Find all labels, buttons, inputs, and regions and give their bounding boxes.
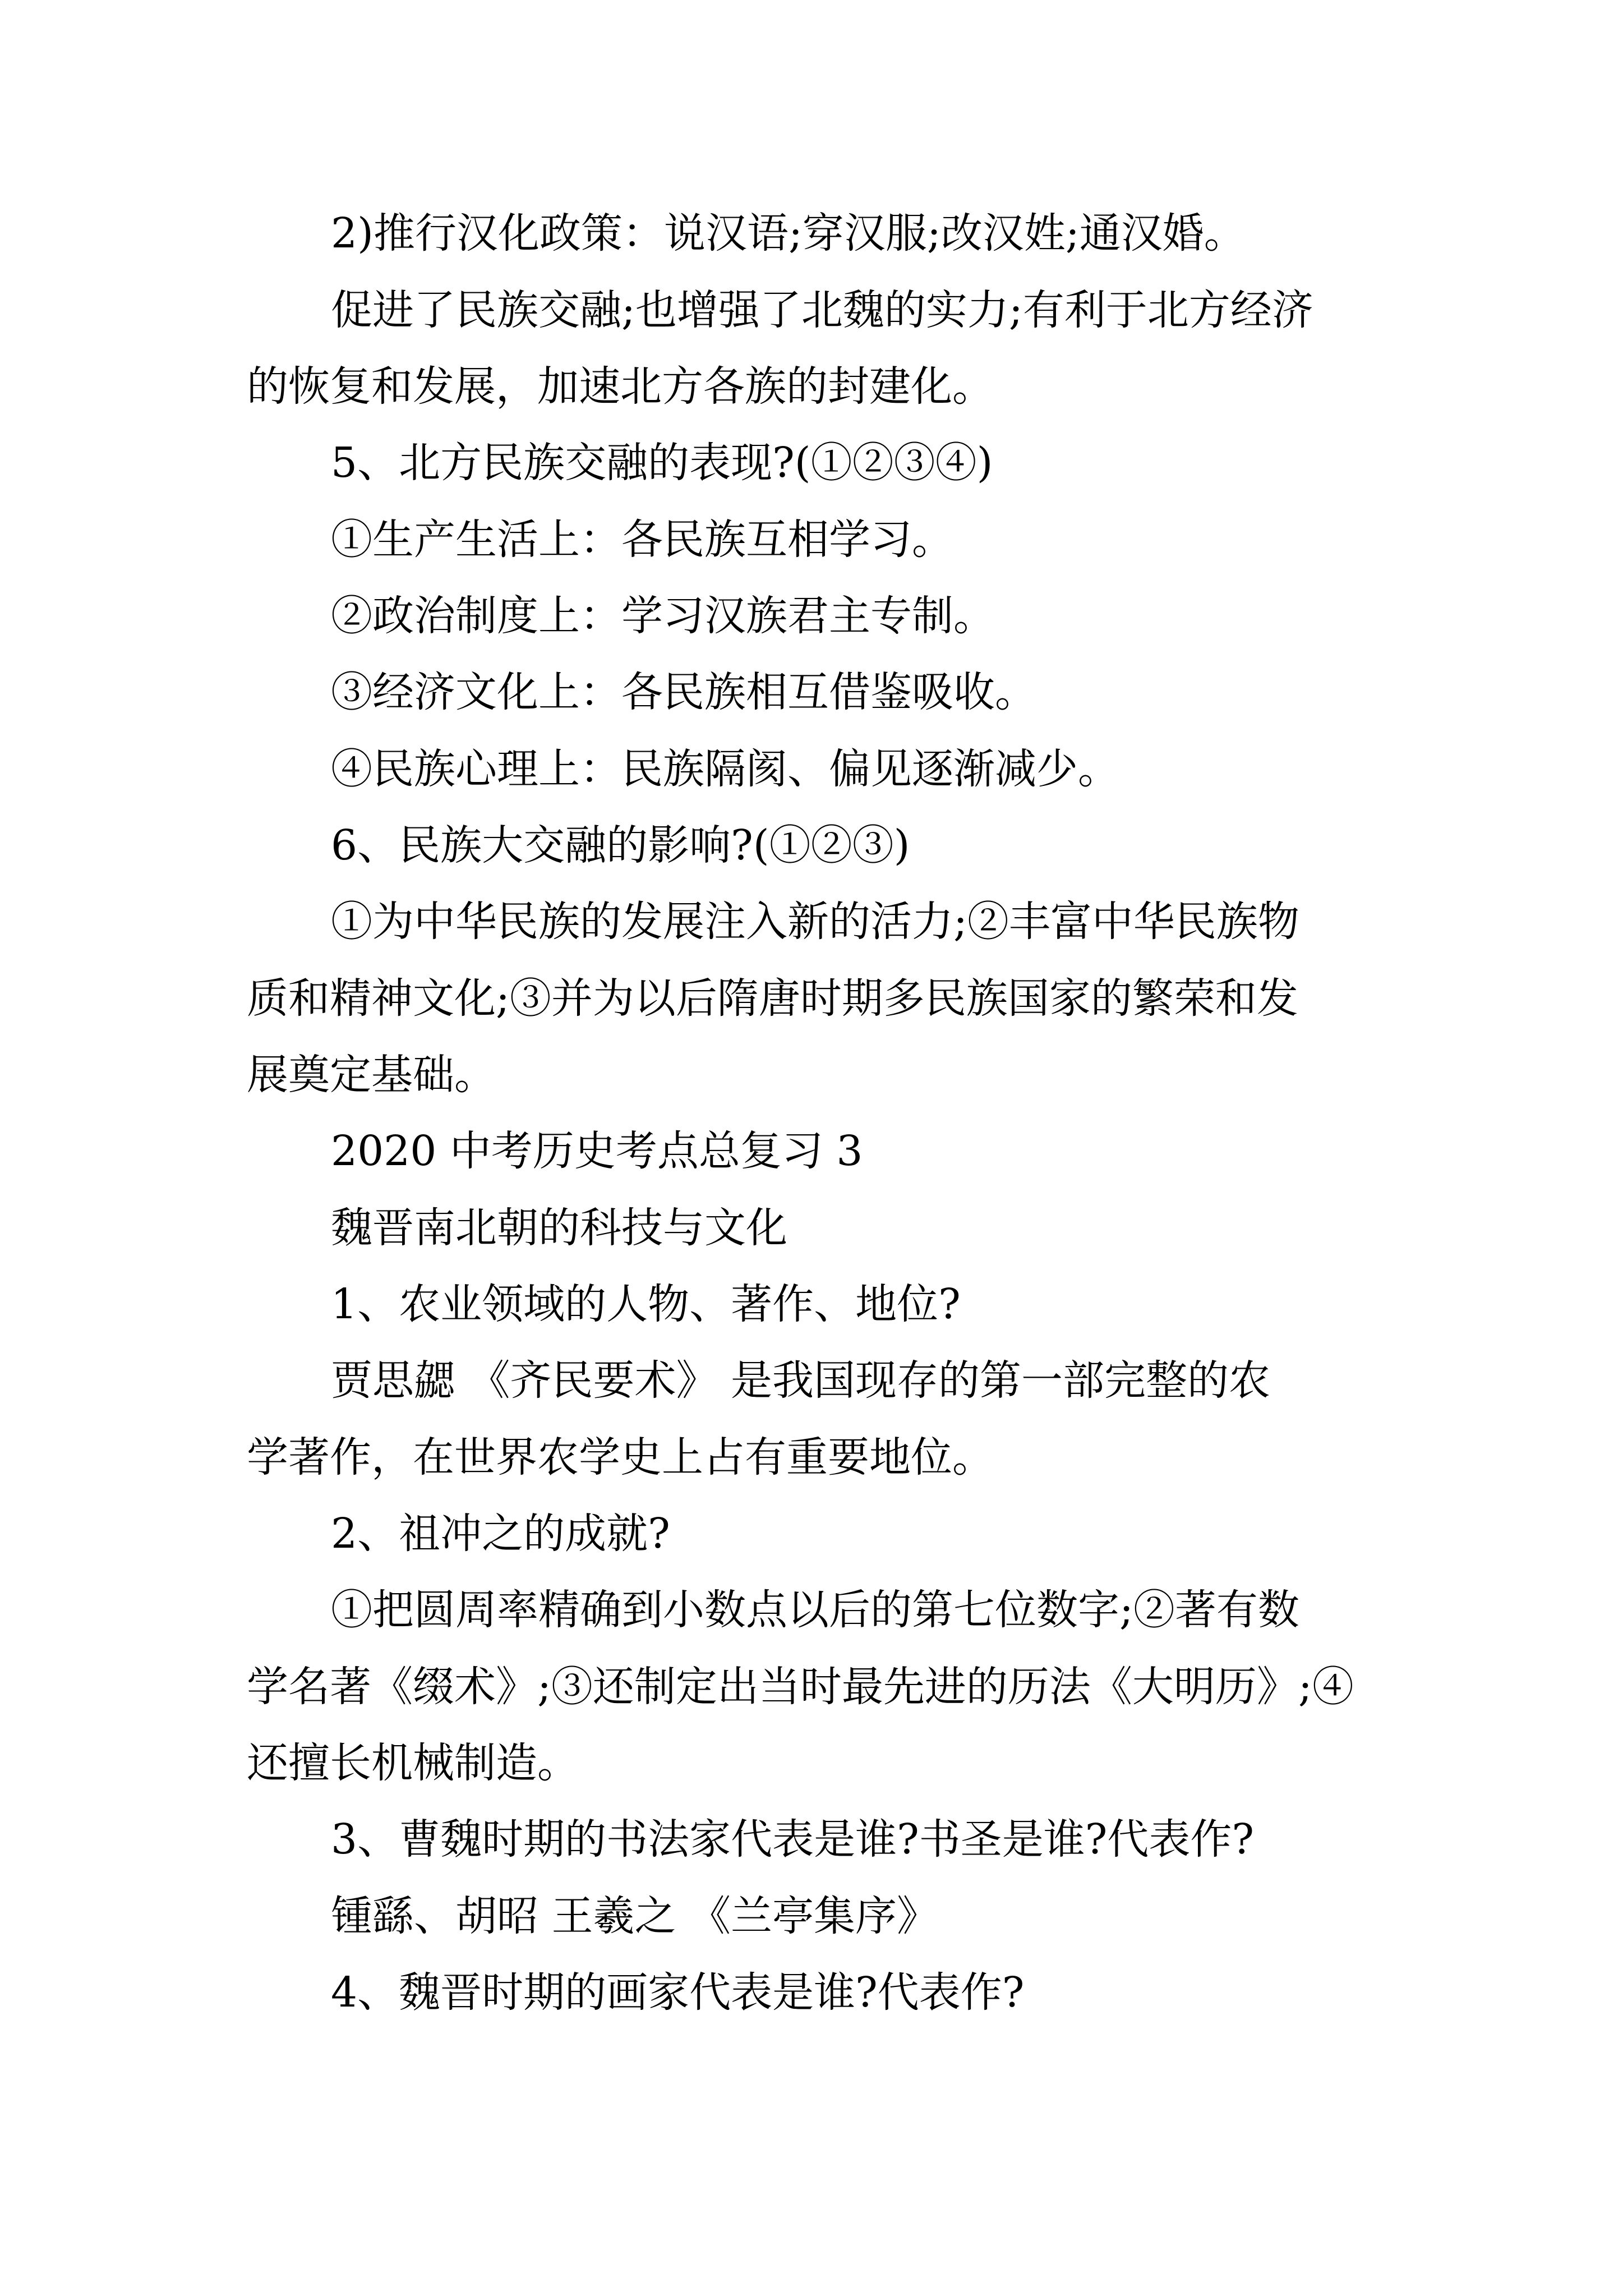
text-line-11: 质和精神文化;③并为以后隋唐时期多民族国家的繁荣和发 [247,974,1298,1023]
text-line-19: ①把圆周率精确到小数点以后的第七位数字;②著有数 [331,1586,1299,1634]
text-line-7: ③经济文化上：各民族相互借鉴吸收。 [331,668,1036,716]
text-line-10: ①为中华民族的发展注入新的活力;②丰富中华民族物 [331,898,1299,946]
text-line-1: 2)推行汉化政策：说汉语;穿汉服;改汉姓;通汉婚。 [331,209,1246,257]
text-line-12: 展奠定基础。 [247,1051,496,1099]
text-line-16: 贾思勰 《齐民要术》 是我国现存的第一部完整的农 [331,1356,1271,1405]
text-line-13: 2020 中考历史考点总复习 3 [331,1127,863,1175]
text-line-22: 3、曹魏时期的书法家代表是谁?书圣是谁?代表作? [331,1815,1255,1864]
text-line-20: 学名著《缀术》;③还制定出当时最先进的历法《大明历》;④ [247,1663,1354,1711]
text-line-14: 魏晋南北朝的科技与文化 [331,1204,787,1252]
text-line-3: 的恢复和发展，加速北方各族的封建化。 [247,362,994,411]
text-line-18: 2、祖冲之的成就? [331,1510,670,1558]
text-line-21: 还擅长机械制造。 [247,1739,579,1787]
text-line-2: 促进了民族交融;也增强了北魏的实力;有利于北方经济 [331,286,1313,334]
text-line-6: ②政治制度上：学习汉族君主专制。 [331,592,995,640]
text-line-15: 1、农业领域的人物、著作、地位? [331,1280,961,1328]
text-line-4: 5、北方民族交融的表现?(①②③④) [331,439,993,487]
text-line-5: ①生产生活上：各民族互相学习。 [331,516,953,564]
text-line-24: 4、魏晋时期的画家代表是谁?代表作? [331,1968,1025,2017]
text-line-23: 锺繇、胡昭 王羲之 《兰亭集序》 [331,1892,939,1940]
text-line-8: ④民族心理上：民族隔阂、偏见逐渐减少。 [331,745,1119,793]
text-line-17: 学著作，在世界农学史上占有重要地位。 [247,1433,994,1481]
text-line-9: 6、民族大交融的影响?(①②③) [331,821,910,869]
